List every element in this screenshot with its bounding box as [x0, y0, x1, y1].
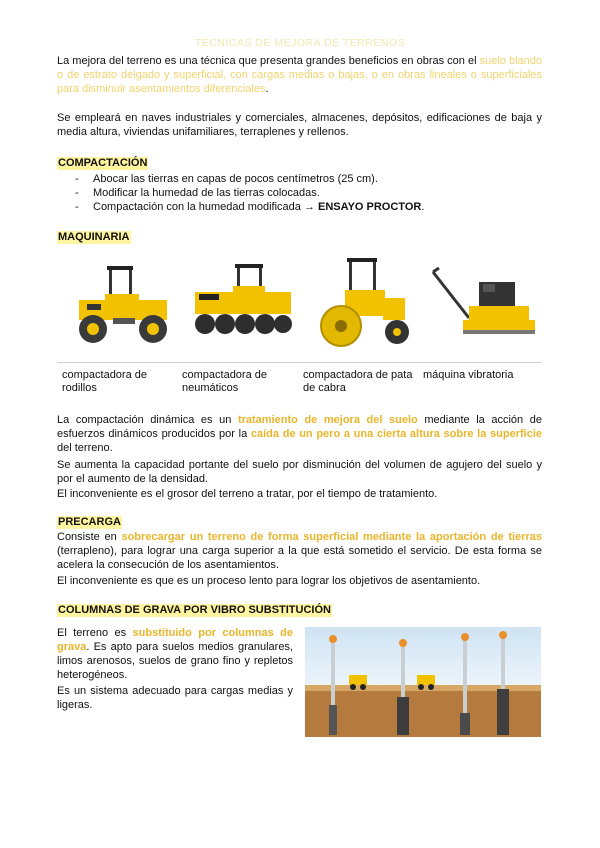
intro-highlight: suelo blando o de estrato delgado y superficial, con cargas medias o bajas, o en obras lineales o superficiales para disminuir asentamientos diferenciales: [57, 55, 542, 95]
maquinaria-heading: MAQUINARIA: [58, 231, 130, 243]
roller-compactor-image: [65, 254, 183, 360]
precarga-text-2: (terrapleno), para lograr una carga superior a la que está sometido el servicio. De esta forma se acelera la consecución de los asentamientos.: [57, 545, 542, 571]
machinery-divider: [57, 362, 541, 363]
intro-text: La mejora del terreno es una técnica que presenta grandes beneficios en obras con el: [57, 55, 480, 67]
precarga-text: Consiste en: [57, 531, 122, 543]
intro-end: .: [265, 83, 269, 95]
dynamic-text: La compactación dinámica es un: [57, 414, 238, 426]
compactacion-list: [75, 172, 424, 214]
caption-vibratory: máquina vibratoria: [423, 369, 514, 381]
bullet-end: .: [421, 201, 425, 213]
dynamic-highlight-1: tratamiento de mejora del suelo: [237, 414, 418, 426]
dynamic-drawback: El inconveniente es el grosor del terreno a tratar, por el tiempo de tratamiento.: [57, 488, 438, 500]
list-item: - Abocar las tierras en capas de pocos centímetros (25 cm).: [75, 173, 378, 185]
caption-roller: compactadora de rodillos: [62, 369, 147, 394]
columnas-highlight: substituido por columnas de grava: [57, 627, 294, 653]
columnas-text-2: . Es apto para suelos medios granulares, limos arenosos, suelos de grano fino y repletos heterogéneos.: [57, 641, 293, 681]
dynamic-paragraph: [57, 413, 542, 455]
dynamic-text-2: mediante la acción de esfuerzos dinámicos producidos por la: [57, 414, 542, 440]
bullet-text: Compactación con la humedad modificada →: [93, 201, 315, 213]
list-item: - Modificar la humedad de las tierras colocadas.: [75, 187, 320, 199]
precarga-highlight: sobrecargar un terreno de forma superficial mediante la aportación de tierras: [121, 531, 542, 543]
pneumatic-compactor-image: [185, 254, 303, 360]
precarga-paragraph: [57, 530, 542, 572]
sheepsfoot-compactor-image: [305, 254, 423, 360]
caption-sheepsfoot: compactadora de pata de cabra: [303, 369, 413, 394]
document-title: TÉCNICAS DE MEJORA DE TERRENOS: [194, 37, 406, 49]
compactacion-heading: COMPACTACIÓN: [58, 157, 148, 169]
capacity-paragraph: Se aumenta la capacidad portante del suelo por disminución del volumen de agujero del suelo y por el aumento de la densidad.: [57, 459, 542, 485]
bullet-text: Abocar las tierras en capas de pocos centímetros (25 cm).: [93, 173, 378, 185]
dynamic-highlight-2: caída de un pero a una cierta altura sobre la superficie: [250, 428, 542, 440]
bullet-text: Modificar la humedad de las tierras colocadas.: [93, 187, 320, 199]
precarga-heading: PRECARGA: [58, 516, 121, 528]
columnas-paragraph: [57, 626, 293, 682]
vibratory-plate-image: [425, 254, 543, 360]
uses-paragraph: Se empleará en naves industriales y comerciales, almacenes, depósitos, edificaciones de baja y media altura, viviendas unifamiliares, terraplenes y rellenos.: [57, 112, 542, 138]
columnas-text: El terreno es: [57, 627, 133, 639]
machinery-gallery: [57, 254, 541, 360]
dynamic-text-3: del terreno.: [57, 442, 113, 454]
gravel-columns-image: [305, 627, 541, 737]
columnas-heading: COLUMNAS DE GRAVA POR VIBRO SUBSTITUCIÓN: [58, 604, 331, 616]
precarga-drawback: El inconveniente es que es un proceso lento para lograr los objetivos de asentamiento.: [57, 575, 481, 587]
ensayo-proctor-label: ENSAYO PROCTOR: [314, 201, 422, 213]
list-item: - Compactación con la humedad modificada → ENSAYO PROCTOR.: [75, 201, 425, 213]
intro-paragraph: [57, 54, 542, 96]
caption-pneumatic: compactadora de neumáticos: [182, 369, 267, 394]
columnas-load-paragraph: Es un sistema adecuado para cargas medias y ligeras.: [57, 685, 293, 711]
